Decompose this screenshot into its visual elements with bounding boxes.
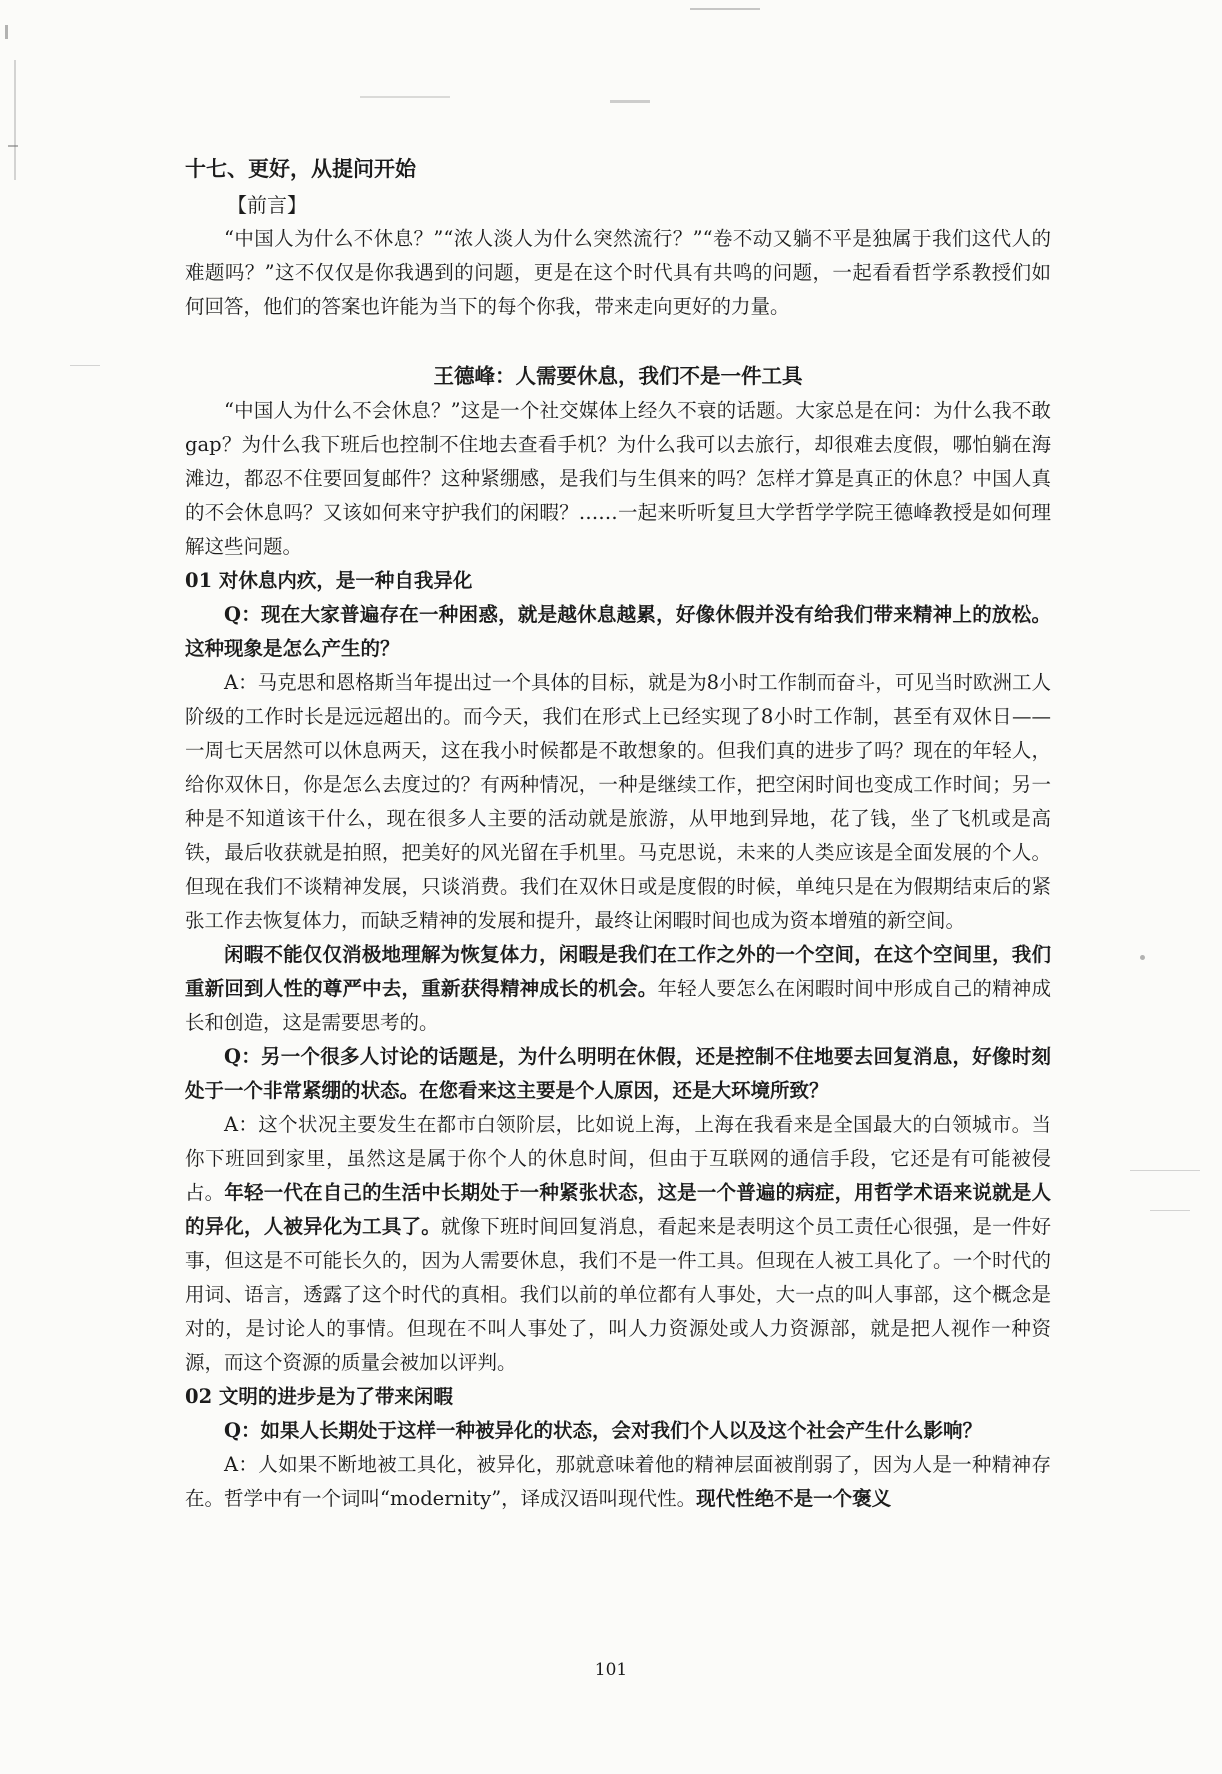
scan-artifact: [5, 25, 8, 39]
section-title: 王德峰：人需要休息，我们不是一件工具: [433, 364, 803, 388]
question-2: Q：另一个很多人讨论的话题是，为什么明明在休假，还是控制不住地要去回复消息，好像时刻处于一个非常紧绷的状态。在您看来这主要是个人原因，还是大环境所致？: [185, 1045, 1051, 1102]
scan-artifact: [690, 8, 760, 10]
answer-3-bold: 现代性绝不是一个褒义: [696, 1487, 892, 1510]
scan-artifact: [14, 60, 16, 180]
scan-artifact: [610, 100, 650, 103]
subheading-02: 02 文明的进步是为了带来闲暇: [185, 1385, 453, 1408]
scan-artifact: [1140, 955, 1145, 960]
answer-3-start: A：人如果不断地被工具化，被异化，那就意味着他的精神层面被削弱了，因为人是一种精神存在。哲学中有一个词叫“modernity”，译成汉语叫现代性。: [185, 1453, 1051, 1510]
leisure-paragraph-bold: 闲暇不能仅仅消极地理解为恢复体力，闲暇是我们在工作之外的一个空间，在这个空间里，我们重新回到人性的尊严中去，重新获得精神成长的机会。: [185, 943, 1051, 1000]
scan-artifact: [8, 145, 18, 147]
preface-paragraph: “中国人为什么不休息？”“浓人淡人为什么突然流行？”“卷不动又躺不平是独属于我们这代人的难题吗？”这不仅仅是你我遇到的问题，更是在这个时代具有共鸣的问题，一起看看哲学系教授们如何回答，他们的答案也许能为当下的每个你我，带来走向更好的力量。: [185, 227, 1051, 318]
answer-2-bold: 年轻一代在自己的生活中长期处于一种紧张状态，这是一个普遍的病症，用哲学术语来说就是人的异化，人被异化为工具了。: [185, 1181, 1051, 1238]
answer-2-start: A：这个状况主要发生在都市白领阶层，比如说上海，上海在我看来是全国最大的白领城市。当你下班回到家里，虽然这是属于你个人的休息时间，但由于互联网的通信手段，它还是有可能被侵占。: [185, 1113, 1051, 1204]
preface-label: 【前言】: [227, 193, 307, 217]
leisure-paragraph: [185, 938, 1051, 1040]
page-number: 101: [594, 1660, 628, 1680]
answer-2-end: 就像下班时间回复消息，看起来是表明这个员工责任心很强，是一件好事，但这是不可能长久的，因为人需要休息，我们不是一件工具。但现在人被工具化了。一个时代的用词、语言，透露了这个时代的真相。我们以前的单位都有人事处，大一点的叫人事部，这个概念是对的，是讨论人的事情。但现在不叫人事处了，叫人力资源处或人力资源部，就是把人视作一种资源，而这个资源的质量会被加以评判。: [185, 1215, 1051, 1374]
document-page: [185, 150, 1051, 1516]
scan-artifact: [1130, 1170, 1200, 1171]
scan-artifact: [360, 96, 450, 98]
answer-2: [185, 1108, 1051, 1380]
chapter-title: 十七、更好，从提问开始: [185, 156, 416, 181]
question-1: Q：现在大家普遍存在一种困惑，就是越休息越累，好像休假并没有给我们带来精神上的放松。这种现象是怎么产生的？: [185, 603, 1051, 660]
scan-artifact: [1150, 1210, 1190, 1211]
answer-3: [185, 1448, 1051, 1516]
question-3: Q：如果人长期处于这样一种被异化的状态，会对我们个人以及这个社会产生什么影响？: [224, 1419, 982, 1442]
subheading-01: 01 对休息内疚，是一种自我异化: [185, 569, 473, 592]
leisure-paragraph-rest: 年轻人要怎么在闲暇时间中形成自己的精神成长和创造，这是需要思考的。: [185, 977, 1051, 1034]
answer-1: A：马克思和恩格斯当年提出过一个具体的目标，就是为8小时工作制而奋斗，可见当时欧洲工人阶级的工作时长是远远超出的。而今天，我们在形式上已经实现了8小时工作制，甚至有双休日——一周七天居然可以休息两天，这在我小时候都是不敢想象的。但我们真的进步了吗？现在的年轻人，给你双休日，你是怎么去度过的？有两种情况，一种是继续工作，把空闲时间也变成工作时间；另一种是不知道该干什么，现在很多人主要的活动就是旅游，从甲地到异地，花了钱，坐了飞机或是高铁，最后收获就是拍照，把美好的风光留在手机里。马克思说，未来的人类应该是全面发展的个人。但现在我们不谈精神发展，只谈消费。我们在双休日或是度假的时候，单纯只是在为假期结束后的紧张工作去恢复体力，而缺乏精神的发展和提升，最终让闲暇时间也成为资本增殖的新空间。: [185, 671, 1051, 932]
scan-artifact: [70, 365, 100, 366]
intro-paragraph: “中国人为什么不会休息？”这是一个社交媒体上经久不衰的话题。大家总是在问：为什么我不敢gap？为什么我下班后也控制不住地去查看手机？为什么我可以去旅行，却很难去度假，哪怕躺在海滩边，都忍不住要回复邮件？这种紧绷感，是我们与生俱来的吗？怎样才算是真正的休息？中国人真的不会休息吗？又该如何来守护我们的闲暇？……一起来听听复旦大学哲学学院王德峰教授是如何理解这些问题。: [185, 399, 1051, 558]
